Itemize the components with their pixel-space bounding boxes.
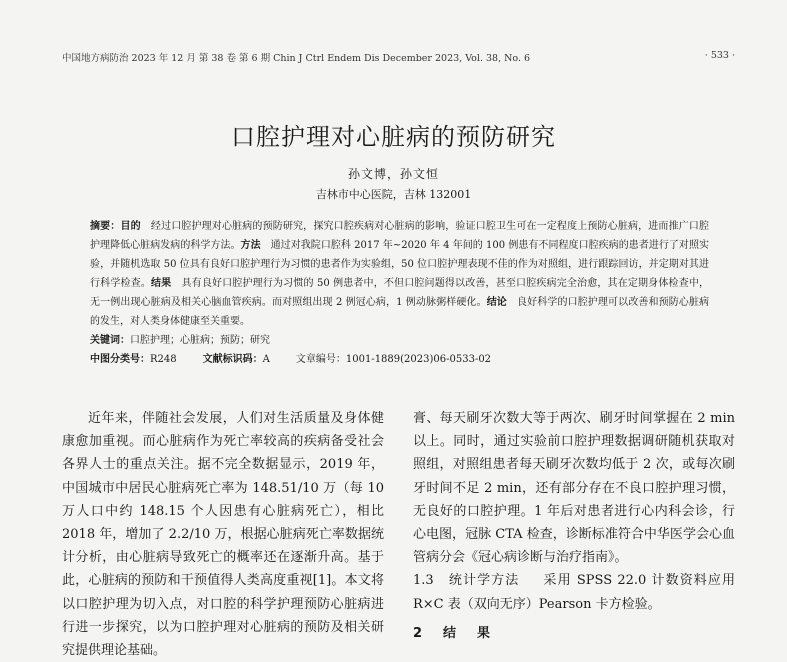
abstract-text <box>90 217 709 331</box>
method-text: 通过对我院口腔科 2017 年~2020 年 4 年间的 100 例患有不同程度口腔疾病的患者进行了对照实验，并随机选取 50 位具有良好口腔护理行为习惯的患者作为实验组，50 位口腔护理表现不佳的作为对照组，进行跟踪回访，并定期对其进行科学检查。 <box>90 240 710 289</box>
article-title: 口腔护理对心脏病的预防研究 <box>231 123 556 151</box>
journal-citation: 中国地方病防治 2023 年 12 月 第 38 卷 第 6 期 Chin J Ctrl Endem Dis December 2023, Vol. 38, No. 6 <box>62 53 531 64</box>
subsection-title: 统计学方法 <box>448 573 520 589</box>
body-column-left <box>62 407 384 662</box>
authors: 孙文博，孙文恒 <box>347 167 439 181</box>
clc-value: R248 <box>150 354 177 365</box>
method-label: 方法 <box>240 240 261 251</box>
running-header <box>62 50 735 64</box>
subsection-text: 采用 SPSS 22.0 计数资料应用 R×C 表（双向无序）Pearson 卡方检验。 <box>413 573 735 612</box>
abstract-label: 摘要： <box>90 221 121 232</box>
purpose-text: 经过口腔护理对心脏病的预防研究，探究口腔疾病对心脏病的影响，验证口腔卫生可在一定程度上预防心脏病，进而推广口腔护理降低心脏病发病的科学方法。 <box>90 221 710 251</box>
affiliation: 吉林市中心医院，吉林 132001 <box>315 188 472 201</box>
conclusion-text: 良好科学的口腔护理可以改善和预防心脏病的发生，对人类身体健康至关重要。 <box>90 297 710 327</box>
doc-code-value: A <box>262 354 270 365</box>
subsection-1-3 <box>413 569 735 615</box>
section-heading-results: 2 结 果 <box>413 625 495 641</box>
purpose-label: 目的 <box>120 221 141 232</box>
article-number-value: 1001-1889(2023)06-0533-02 <box>345 354 492 365</box>
intro-paragraph: 近年来，伴随社会发展，人们对生活质量及身体健康愈加重视。而心脏病作为死亡率较高的疾病备受社会各界人士的重点关注。据不完全数据显示，2019 年，中国城市中居民心脏病死亡率为 148.51/10 万（每 10 万人口中约 148.15 个人因患有心脏病死亡），相比 2018 年，增加了 2.2/10 万，根据心脏病死亡率数据统计分析，由心脏病导致死亡的概率还在逐渐升高。基于此，心脏病的预防和干预值得人类高度重视[1]。本文将以口腔护理为切入点，对口腔的科学护理预防心脏病进行进一步探究，以为口腔护理对心脏病的预防及相关研究提供理论基础。 <box>62 411 384 659</box>
clc-label: 中图分类号： <box>90 354 150 365</box>
page-number: · 533 · <box>704 50 735 61</box>
keywords <box>90 331 709 350</box>
result-text: 具有良好口腔护理行为习惯的 50 例患者中，不但口腔问题得以改善，甚至口腔疾病完全治愈，其在定期身体检查中，无一例出现心脏病及相关心脑血管疾病。而对照组出现 2 例冠心病，1 例动脉粥样硬化。 <box>90 278 710 308</box>
classification-line <box>90 350 709 369</box>
conclusion-label: 结论 <box>486 297 507 308</box>
body-column-right <box>413 407 735 645</box>
keywords-text: 口腔护理；心脏病；预防；研究 <box>130 335 270 346</box>
subsection-number: 1.3 <box>413 573 434 589</box>
result-label: 结果 <box>151 278 172 289</box>
keywords-label: 关键词： <box>90 335 130 346</box>
doc-code-label: 文献标识码： <box>202 354 263 365</box>
article-number-label: 文章编号： <box>295 354 346 365</box>
methods-paragraph: 膏、每天刷牙次数大等于两次、刷牙时间掌握在 2 min 以上。同时，通过实验前口腔护理数据调研随机获取对照组，对照组患者每天刷牙次数均低于 2 次，或每次刷牙时间不足 2 min，还有部分存在不良口腔护理习惯，无良好的口腔护理。1 年后对患者进行心内科会诊，行心电图，冠脉 CTA 检查，诊断标准符合中华医学会心血管病分会《冠心病诊断与治疗指南》。 <box>413 411 735 566</box>
abstract-block <box>90 217 709 369</box>
